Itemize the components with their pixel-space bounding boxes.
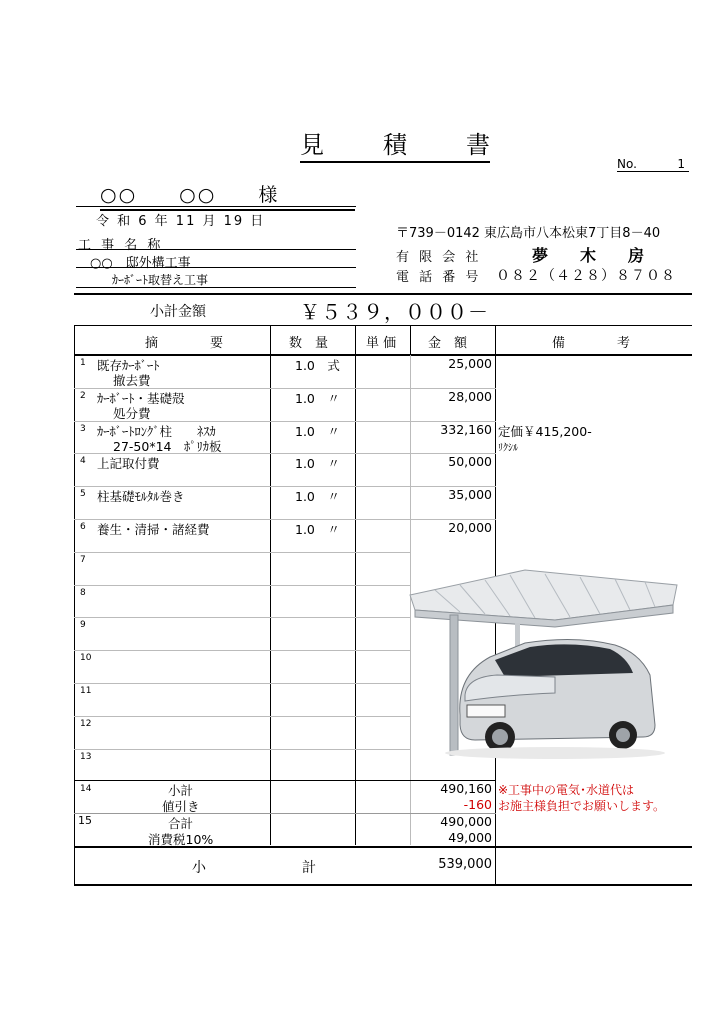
document-number-value: 1 [677,157,685,171]
subtotal-row-value: 490,160 [440,781,492,796]
note-line-2: お施主様負担でお願いします。 [498,799,666,813]
subtotal-row-label: 小計 [168,783,194,798]
project-name-2: ｶｰﾎﾞｰﾄ取替え工事 [112,273,209,287]
item-line-1: 養生・清掃・諸経費 [97,522,210,537]
table-left-border [74,325,75,885]
client-name: ○○ ○○ 様 [100,180,355,211]
item-line-2: 27-50*14 ﾎﾟﾘｶ板 [113,438,222,454]
quantity: 1.0 〃 [295,423,340,439]
client-underline [76,206,356,207]
title-char-3: 書 [466,131,490,159]
note-line-1: ※工事中の電気･水道代は [498,783,635,797]
item-line-2: 撤去費 [113,373,151,388]
amount: 25,000 [448,356,492,371]
amount: 332,160 [440,421,492,437]
row-number: 12 [80,718,92,729]
row-divider [74,617,410,618]
row-number-14: 14 [80,784,92,794]
row-divider [74,683,410,684]
row-number: 9 [80,620,86,631]
final-bottom [74,884,692,886]
item-line-1: ｶｰﾎﾞｰﾄﾛﾝｸﾞ柱 ﾈｽｶ [97,423,216,439]
carport-car-photo [405,565,690,765]
item-line-1: ｶｰﾎﾞｰﾄ・基礎殻 [97,390,185,406]
subtotal-amount: ￥５３９，０００－ [300,300,489,324]
row-divider [74,650,410,651]
row-divider [74,585,410,586]
header-item: 摘 要 [145,336,224,351]
item-line-1: 上記取付費 [97,456,160,472]
row-number: 6 [80,522,86,532]
quantity: 1.0 〃 [295,489,340,505]
row-number: 11 [80,686,92,696]
quantity: 1.0 式 [295,358,340,373]
quantity: 1.0 〃 [295,390,340,406]
title-char-1: 見 [300,131,324,159]
project-name-1: ○○ 邸外構工事 [90,256,191,271]
project-line-1 [76,249,356,250]
header-unit-price: 単 価 [366,336,397,351]
row-number: 2 [80,390,86,401]
amount: 20,000 [448,520,492,535]
row-number: 8 [80,587,86,598]
discount-label: 値引き [162,799,200,814]
phone-label: 電 話 番 号 [396,270,482,285]
total-value: 490,000 [440,814,492,829]
title-char-2: 積 [383,131,407,159]
row-number: 7 [80,554,86,565]
final-label-2: 計 [302,860,316,876]
tax-label: 消費税10% [148,832,214,847]
total-label: 合計 [168,816,194,831]
document-number-label: No. [617,157,637,171]
document-number [617,157,689,172]
project-line-3 [76,287,356,288]
discount-value: -160 [463,797,492,812]
row-number: 3 [80,423,86,434]
row-number: 10 [80,653,92,664]
quantity: 1.0 〃 [295,522,340,537]
header-qty: 数 量 [289,336,329,351]
remark-line-2: ﾘｸｼﾙ [498,442,518,454]
header-amount: 金 額 [428,336,468,351]
quantity: 1.0 〃 [295,456,340,472]
final-value: 539,000 [438,857,492,872]
company-type: 有 限 会 社 [396,250,482,265]
row-number: 13 [80,751,92,762]
amount: 28,000 [448,388,492,404]
document-title [300,125,490,163]
final-label-1: 小 [192,860,206,876]
issue-date: 令 和 6 年 11 月 19 日 [96,214,266,229]
project-line-2 [76,267,356,268]
amount: 35,000 [448,487,492,503]
item-line-1: 柱基礎ﾓﾙﾀﾙ巻き [97,489,185,505]
row-number: 5 [80,489,86,500]
row-divider [74,749,410,750]
row-number: 4 [80,456,86,467]
row-divider [74,552,410,553]
phone-number: ０８２（４２８）８７０８ [496,268,676,284]
row-number: 1 [80,358,86,368]
tax-value: 49,000 [448,830,492,845]
header-remarks: 備 考 [552,336,631,351]
banner-bottom [74,325,692,326]
company-name: 夢 木 房 [532,246,645,265]
company-address: 〒739－0142 東広島市八本松東7丁目8－40 [396,226,661,241]
remark-line-1: 定価￥415,200- [498,423,592,439]
banner-top [74,293,692,295]
item-line-2: 処分費 [113,405,151,421]
project-label: 工 事 名 称 [78,238,164,253]
item-line-1: 既存ｶｰﾎﾞｰﾄ [97,358,160,373]
final-top [74,846,692,848]
header-bottom [74,354,692,356]
col-divider-amount-head [410,325,411,355]
subtotal-label: 小計金額 [150,304,206,320]
row-divider [74,716,410,717]
row-number-15: 15 [78,814,92,827]
amount: 50,000 [448,454,492,470]
